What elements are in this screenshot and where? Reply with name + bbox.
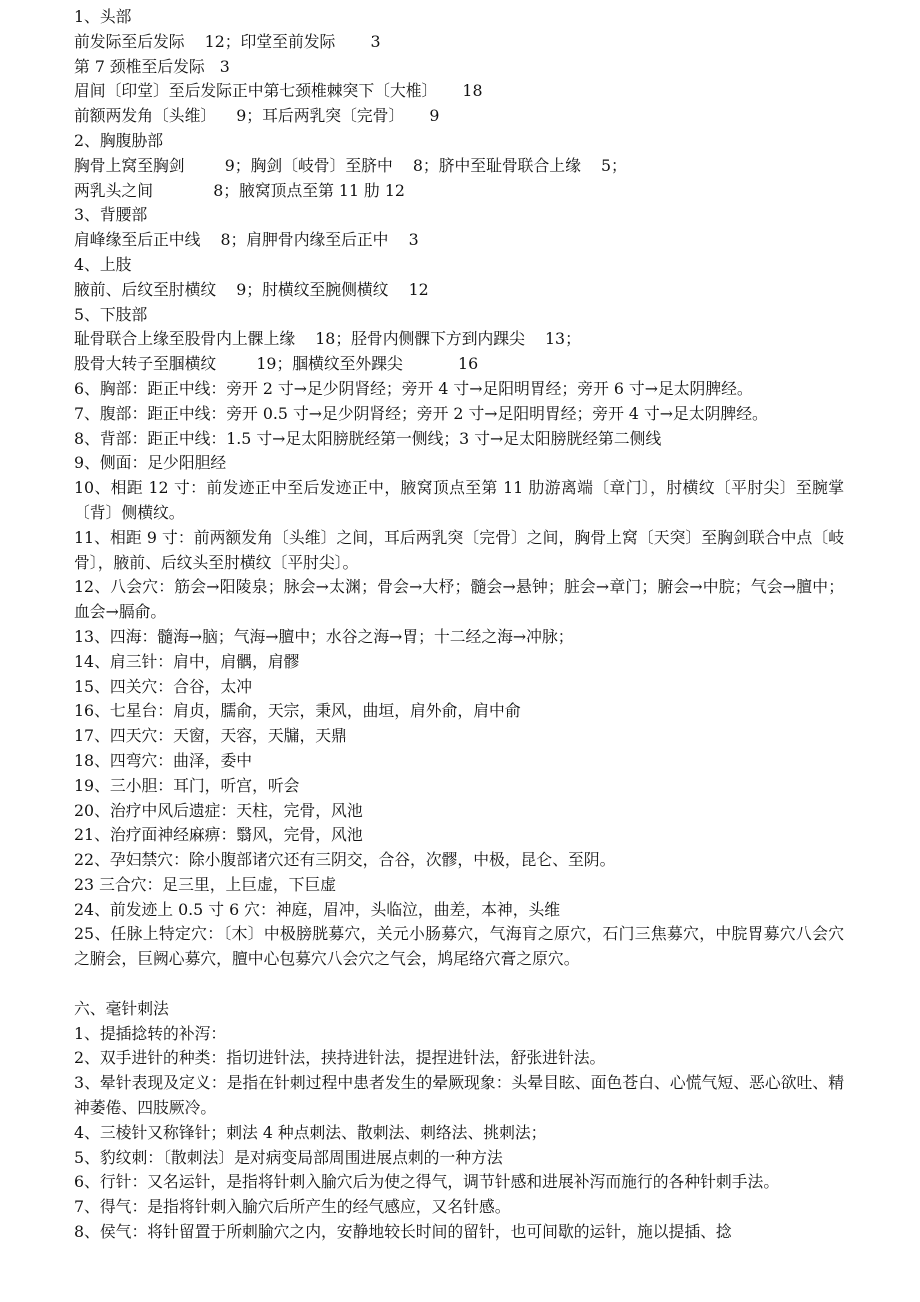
paragraph: 10、相距 12 寸：前发迹正中至后发迹正中，腋窝顶点至第 11 肋游离端〔章门〕，肘横纹〔平肘尖〕至腕掌〔背〕侧横纹。 <box>74 478 844 522</box>
paragraph: 18、四弯穴：曲泽，委中 <box>74 750 253 770</box>
paragraph: 21、治疗面神经麻痹：翳风，完骨，风池 <box>74 825 363 845</box>
text-line: 眉间〔印堂〕至后发际正中第七颈椎棘突下〔大椎〕 18 <box>74 81 483 101</box>
text-line: 肩峰缘至后正中线 8；肩胛骨内缘至后正中 3 <box>74 230 419 250</box>
heading-upper-limb: 4、上肢 <box>74 254 132 274</box>
paragraph: 15、四关穴：合谷，太冲 <box>74 676 253 696</box>
paragraph: 8、侯气：将针留置于所刺腧穴之内，安静地较长时间的留针，也可间歇的运针，施以提插、捻 <box>74 1222 732 1242</box>
blank-line <box>74 972 844 997</box>
paragraph: 25、任脉上特定穴：〔木〕中极膀胱募穴，关元小肠募穴，气海肓之原穴，石门三焦募穴，中脘胃募穴八会穴之腑会，巨阙心募穴，膻中心包募穴八会穴之气会，鸠尾络穴膏之原穴。 <box>74 924 844 969</box>
heading-head: 1、头部 <box>74 7 132 26</box>
paragraph: 2、双手进针的种类：指切进针法，挟持进针法，提捏进针法，舒张进针法。 <box>74 1048 606 1068</box>
text-line: 前发际至后发际 12；印堂至前发际 3 <box>74 31 381 51</box>
text-line: 第 7 颈椎至后发际 3 <box>74 56 230 76</box>
paragraph: 19、三小胆：耳门，听宫，听会 <box>74 775 300 795</box>
paragraph: 22、孕妇禁穴：除小腹部诸穴还有三阴交，合谷，次髎，中极，昆仑、至阴。 <box>74 850 616 870</box>
paragraph: 8、背部：距正中线：1.5 寸→足太阳膀胱经第一侧线；3 寸→足太阳膀胱经第二侧线 <box>74 428 662 448</box>
paragraph: 5、豹纹刺：〔散刺法〕是对病变局部周围进展点刺的一种方法 <box>74 1147 503 1167</box>
text-line: 腋前、后纹至肘横纹 9；肘横纹至腕侧横纹 12 <box>74 279 429 299</box>
paragraph: 7、得气：是指将针刺入腧穴后所产生的经气感应，又名针感。 <box>74 1197 511 1217</box>
text-line: 股骨大转子至腘横纹 19；腘横纹至外踝尖 16 <box>74 354 479 374</box>
paragraph: 12、八会穴：筋会→阳陵泉；脉会→太渊；骨会→大杼；髓会→悬钟；脏会→章门；腑会→中脘；气会→膻中；血会→膈俞。 <box>74 577 844 622</box>
paragraph: 20、治疗中风后遗症：天柱，完骨，风池 <box>74 800 363 820</box>
paragraph: 13、四海：髓海→脑；气海→膻中；水谷之海→胃；十二经之海→冲脉； <box>74 626 574 646</box>
paragraph: 4、三棱针又称锋针；刺法 4 种点刺法、散刺法、刺络法、挑刺法； <box>74 1122 547 1142</box>
paragraph: 6、行针：又名运针，是指将针刺入腧穴后为使之得气，调节针感和进展补泻而施行的各种针刺手法。 <box>74 1172 780 1192</box>
paragraph: 16、七星台：肩贞，臑俞，天宗，秉风，曲垣，肩外俞，肩中俞 <box>74 701 521 721</box>
paragraph: 1、提插捻转的补泻： <box>74 1023 227 1043</box>
paragraph: 11、相距 9 寸：前两额发角〔头维〕之间，耳后两乳突〔完骨〕之间，胸骨上窝〔天突〕至胸剑联合中点〔岐骨〕，腋前、后纹头至肘横纹〔平肘尖〕。 <box>74 527 844 572</box>
heading-chest-abdomen: 2、胸腹胁部 <box>74 130 164 150</box>
text-line: 胸骨上窝至胸剑 9；胸剑〔岐骨〕至脐中 8；脐中至耻骨联合上缘 5； <box>74 155 627 175</box>
heading-lower-limb: 5、下肢部 <box>74 304 148 324</box>
section-heading: 六、毫针刺法 <box>74 998 169 1018</box>
text-line: 两乳头之间 8；腋窝顶点至第 11 肋 12 <box>74 180 405 200</box>
text-line: 前额两发角〔头维〕 9；耳后两乳突〔完骨〕 9 <box>74 106 440 126</box>
paragraph: 9、侧面：足少阳胆经 <box>74 453 227 473</box>
paragraph: 17、四天穴：天窗，天容，天牖，天鼎 <box>74 726 347 746</box>
paragraph: 3、晕针表现及定义：是指在针刺过程中患者发生的晕厥现象：头晕目眩、面色苍白、心慌气短、恶心欲吐、精神萎倦、四肢厥冷。 <box>74 1073 844 1118</box>
paragraph: 14、肩三针：肩中，肩髃，肩髎 <box>74 651 300 671</box>
text-line: 耻骨联合上缘至股骨内上髁上缘 18；胫骨内侧髁下方到内踝尖 13； <box>74 329 581 349</box>
paragraph: 6、胸部：距正中线：旁开 2 寸→足少阴肾经；旁开 4 寸→足阳明胃经；旁开 6 寸→足太阴脾经。 <box>74 378 753 398</box>
paragraph: 24、前发迹上 0.5 寸 6 穴：神庭，眉冲，头临泣，曲差，本神，头维 <box>74 899 561 919</box>
document-body <box>74 5 844 1245</box>
paragraph: 7、腹部：距正中线：旁开 0.5 寸→足少阴肾经；旁开 2 寸→足阳明胃经；旁开 4 寸→足太阴脾经。 <box>74 403 768 423</box>
paragraph: 23 三合穴：足三里，上巨虚，下巨虚 <box>74 874 337 894</box>
heading-back: 3、背腰部 <box>74 205 148 225</box>
